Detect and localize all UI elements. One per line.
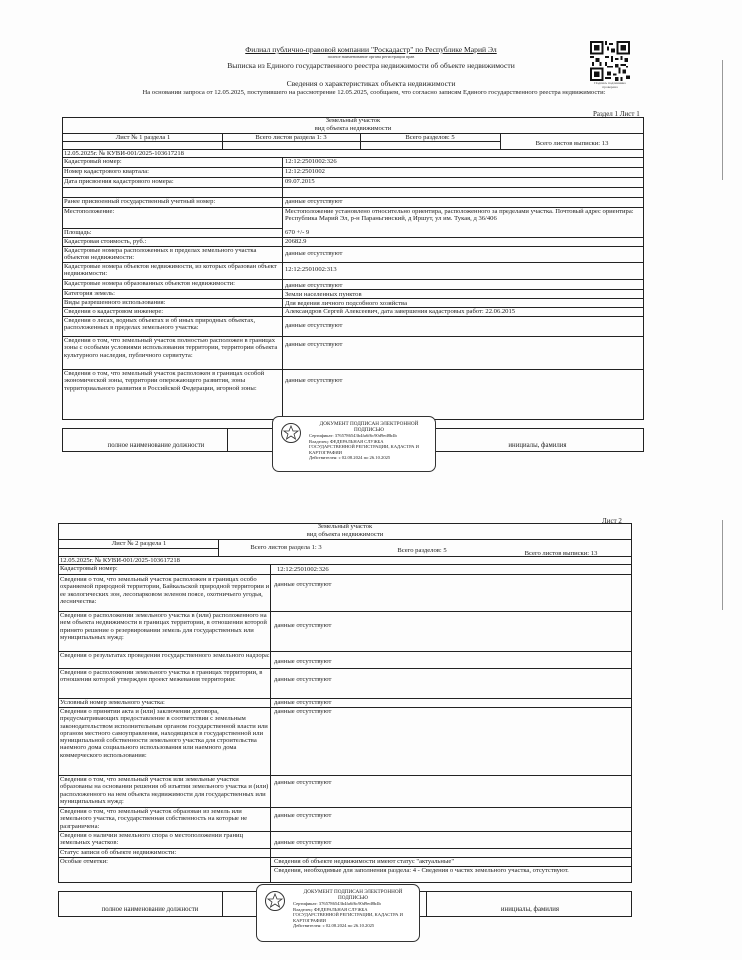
row-label: Статус записи об объекте недвижимости: — [60, 849, 177, 856]
stamp-valid: Действителен: с 02.08.2024 по 26.10.2025 — [293, 923, 375, 929]
stamp-cert: Сертификат: 3765786543b4fa6f6c90d9ed8b4b — [309, 433, 397, 439]
sheet1-total-sheets-section: Всего листов раздела 1: 3 — [255, 134, 327, 141]
e-signature-stamp — [256, 884, 420, 942]
row-value: 670 +/- 9 — [285, 229, 310, 236]
row-value: данные отсутствуют — [285, 341, 343, 348]
sheet1-object-type: Земельный участок — [325, 117, 381, 124]
row-label: Сведения о результатах проведения государственного земельного надзора: — [60, 652, 270, 659]
row-label: Кадастровые номера образованных объектов недвижимости: — [64, 280, 235, 287]
sheet2-total-sheets-section: Всего листов раздела 1: 3 — [250, 544, 322, 551]
divider — [227, 428, 228, 452]
sheet2-object-type: Земельный участок — [317, 523, 373, 530]
divider — [218, 539, 219, 556]
row-value: данные отсутствуют — [274, 779, 332, 786]
row-label: Сведения о принятии акта и (или) заключении договора, предусматривающих предоставление в соответствии с земельным законодательством исполнительным органом государственной власти или органом местного самоуправления, находящихся в государственной или муниципальной собственности земельного участка для строительства наемного дома социального использования или наемного дома коммерческого использования: — [60, 708, 268, 759]
sheet2-object-caption: вид объекта недвижимости — [306, 531, 384, 538]
qr-code — [590, 41, 630, 97]
row-value: 12:12:2501002:326 — [277, 566, 329, 573]
row-label: Местоположение: — [64, 208, 115, 215]
row-label: Сведения о кадастровом инженере: — [64, 308, 164, 315]
row-label: Сведения о том, что земельный участок образован из земель или земельного участка, государственная собственность на которые не разграничена: — [60, 808, 248, 830]
divider — [62, 141, 500, 142]
divider — [426, 891, 427, 917]
org-line: Филиал публично-правовой компании "Роскадастр" по Республике Марий Эл — [245, 45, 497, 54]
row-value: 20682.9 — [285, 238, 307, 245]
row-label: Сведения о том, что земельный участок полностью расположен в границах зоны с особыми условиями использования территории, территории объекта культурного наследия, публичного сервитута: — [64, 337, 278, 359]
stamp-owner: Владелец: ФЕДЕРАЛЬНАЯ СЛУЖБА ГОСУДАРСТВЕННОЙ РЕГИСТРАЦИИ, КАДАСТРА И КАРТОГРАФИИ — [293, 906, 403, 923]
divider — [62, 187, 644, 188]
divider — [58, 574, 632, 575]
row-label: Сведения о лесах, водных объектах и об иных природных объектах, расположенных в пределах земельного участка: — [64, 317, 256, 332]
divider — [500, 133, 501, 149]
row-label: Кадастровый номер: — [60, 565, 118, 572]
row-value: Сведения об объекте недвижимости имеют статус "актуальные" — [274, 858, 455, 865]
position-caption: полное наименование должности — [107, 442, 205, 449]
row-label: Сведения о том, что земельный участок или земельные участки образованы на основании решения об изъятии земельного участка и (или) расположенного на нем объекта недвижимости для государственных или муниципальных нужд: — [60, 776, 269, 805]
row-value: данные отсутствуют — [274, 581, 332, 588]
row-label: Номер кадастрового квартала: — [64, 168, 149, 175]
divider — [270, 564, 271, 883]
row-value: данные отсутствуют — [274, 812, 332, 819]
row-label: Сведения о расположении земельного участка в (или) расположенного на нем объекта недвижимости в границах территории, в отношении которой принято решение о резервировании земель для государственных или муниципальных нужд: — [60, 612, 267, 641]
row-label: Сведения о том, что земельный участок расположен в границах особой экономической зоны, территории опережающего развития, зоны территориального развития в Российской Федерации, игорной зоны: — [64, 370, 265, 392]
stamp-owner: Владелец: ФЕДЕРАЛЬНАЯ СЛУЖБА ГОСУДАРСТВЕННОЙ РЕГИСТРАЦИИ, КАДАСТРА И КАРТОГРАФИИ — [309, 438, 419, 455]
divider — [360, 133, 361, 149]
row-value: 12:12:2501002:326 — [285, 158, 337, 165]
emblem-icon — [280, 422, 302, 444]
qr-code-icon — [590, 41, 630, 81]
row-label: Условный номер земельного участка: — [60, 699, 165, 706]
row-value: данные отсутствуют — [285, 282, 343, 289]
row-label: Сведения о том, что земельный участок расположен в границах особо охраняемой природной территории, Байкальской природной территории и ее экологических зон, лесопарковом зеленом поясе, охотничьего угодья, лесничества: — [60, 576, 270, 605]
row-label: Особые отметки: — [60, 858, 108, 865]
row-label: Дата присвоения кадастрового номера: — [64, 178, 174, 185]
row-value: данные отсутствуют — [274, 699, 332, 706]
emblem-icon — [264, 890, 286, 912]
row-label: Кадастровые номера расположенных в пределах земельного участка объектов недвижимости: — [64, 247, 257, 262]
org-caption: полное наименование органа регистрации прав — [327, 54, 415, 59]
stamp-title: ДОКУМЕНТ ПОДПИСАН ЭЛЕКТРОННОЙ ПОДПИСЬЮ — [303, 889, 403, 902]
row-value: данные отсутствуют — [274, 622, 332, 629]
row-value: 12:12:2501002:313 — [285, 266, 337, 273]
section-title: Сведения о характеристиках объекта недвижимости — [286, 79, 456, 88]
row-label: Площадь: — [64, 229, 92, 236]
divider — [58, 548, 218, 549]
row-label: Сведения о наличии земельного спора о местоположении границ земельных участков: — [60, 832, 244, 847]
row-value: 12:12:2501002 — [285, 168, 325, 175]
sheet2-statement-no: 12.05.2025г. № КУВИ-001/2025-103617218 — [60, 557, 180, 564]
divider — [222, 891, 223, 917]
stamp-cert: Сертификат: 3765786543b4fa6f6c90d9ed8b4b — [293, 901, 381, 907]
row-label: Сведения о расположении земельного участка в границах территории, в отношении которой утвержден проект межевания территории: — [60, 669, 263, 684]
row-value: Земли населенных пунктов — [285, 291, 362, 298]
e-signature-stamp — [272, 416, 436, 472]
row-value: Местоположение установлено относительно ориентира, расположенного за пределами участка. Почтовый адрес ориентира: Республика Марий Эл, р-н Параньгинский, д Иршут, ул им. Тукая, д 36/406 — [285, 208, 634, 223]
row-value: Александров Сергей Алексеевич, дата завершения кадастровых работ: 22.06.2015 — [285, 308, 516, 315]
sheet1-total-sections: Всего разделов: 5 — [405, 134, 455, 141]
sheet1-object-caption: вид объекта недвижимости — [314, 125, 392, 132]
row-label: Кадастровые номера объектов недвижимости, из которых образован объект недвижимости: — [64, 263, 277, 278]
sheet2-total-sheets: Всего листов выписки: 13 — [524, 550, 598, 557]
stamp-valid: Действителен: с 02.08.2024 по 26.10.2025 — [309, 455, 391, 461]
row-value: данные отсутствуют — [274, 676, 332, 683]
position-caption: полное наименование должности — [101, 906, 199, 913]
intro-text: На основании запроса от 12.05.2025, поступившего на рассмотрение 12.05.2025, сообщаем, что согласно записям Единого государственного реестра недвижимости: — [142, 89, 606, 96]
row-label: Виды разрешенного использования: — [64, 299, 166, 306]
sheet2-sheet-no: Лист № 2 раздела 1 — [111, 540, 167, 547]
sheet1-statement-no: 12.05.2025г. № КУВИ-001/2025-103617218 — [64, 150, 184, 157]
row-value: Для ведения личного подсобного хозяйства — [285, 300, 407, 307]
row-label: Ранее присвоенный государственный учетный номер: — [64, 198, 216, 205]
sheet2-label: Лист 2 — [602, 517, 622, 525]
qr-caption: Подпись подлинника проверена — [594, 81, 626, 89]
row-value: данные отсутствуют — [274, 839, 332, 846]
stamp-title: ДОКУМЕНТ ПОДПИСАН ЭЛЕКТРОННОЙ ПОДПИСЬЮ — [319, 421, 419, 434]
row-value: данные отсутствуют — [285, 198, 343, 205]
name-caption: инициалы, фамилия — [500, 906, 560, 913]
row-value: данные отсутствуют — [285, 377, 343, 384]
divider — [282, 157, 283, 420]
scan-edge — [722, 60, 723, 180]
divider — [222, 133, 223, 149]
sheet1-sheet-no: Лист № 1 раздела 1 — [115, 134, 171, 141]
sheet2-total-sections: Всего разделов: 5 — [397, 547, 447, 554]
row-value: данные отсутствуют — [285, 250, 343, 257]
row-label: Кадастровая стоимость, руб.: — [64, 238, 147, 245]
row-value: данные отсутствуют — [285, 322, 343, 329]
sheet1-label: Раздел 1 Лист 1 — [593, 110, 640, 118]
row-value: данные отсутствуют — [274, 658, 332, 665]
row-label: Категория земель: — [64, 290, 115, 297]
row-value: данные отсутствуют — [274, 708, 332, 715]
sheet1-total-sheets: Всего листов выписки: 13 — [535, 140, 609, 147]
document-title: Выписка из Единого государственного реестра недвижимости об объекте недвижимости — [227, 61, 515, 70]
scan-edge — [722, 520, 723, 610]
row-label: Кадастровый номер: — [64, 158, 122, 165]
row-value: Сведения, необходимые для заполнения раздела: 4 - Сведения о частях земельного участка, отсутствуют. — [274, 867, 569, 874]
row-value: 09.07.2015 — [285, 178, 315, 185]
name-caption: инициалы, фамилия — [508, 442, 567, 449]
